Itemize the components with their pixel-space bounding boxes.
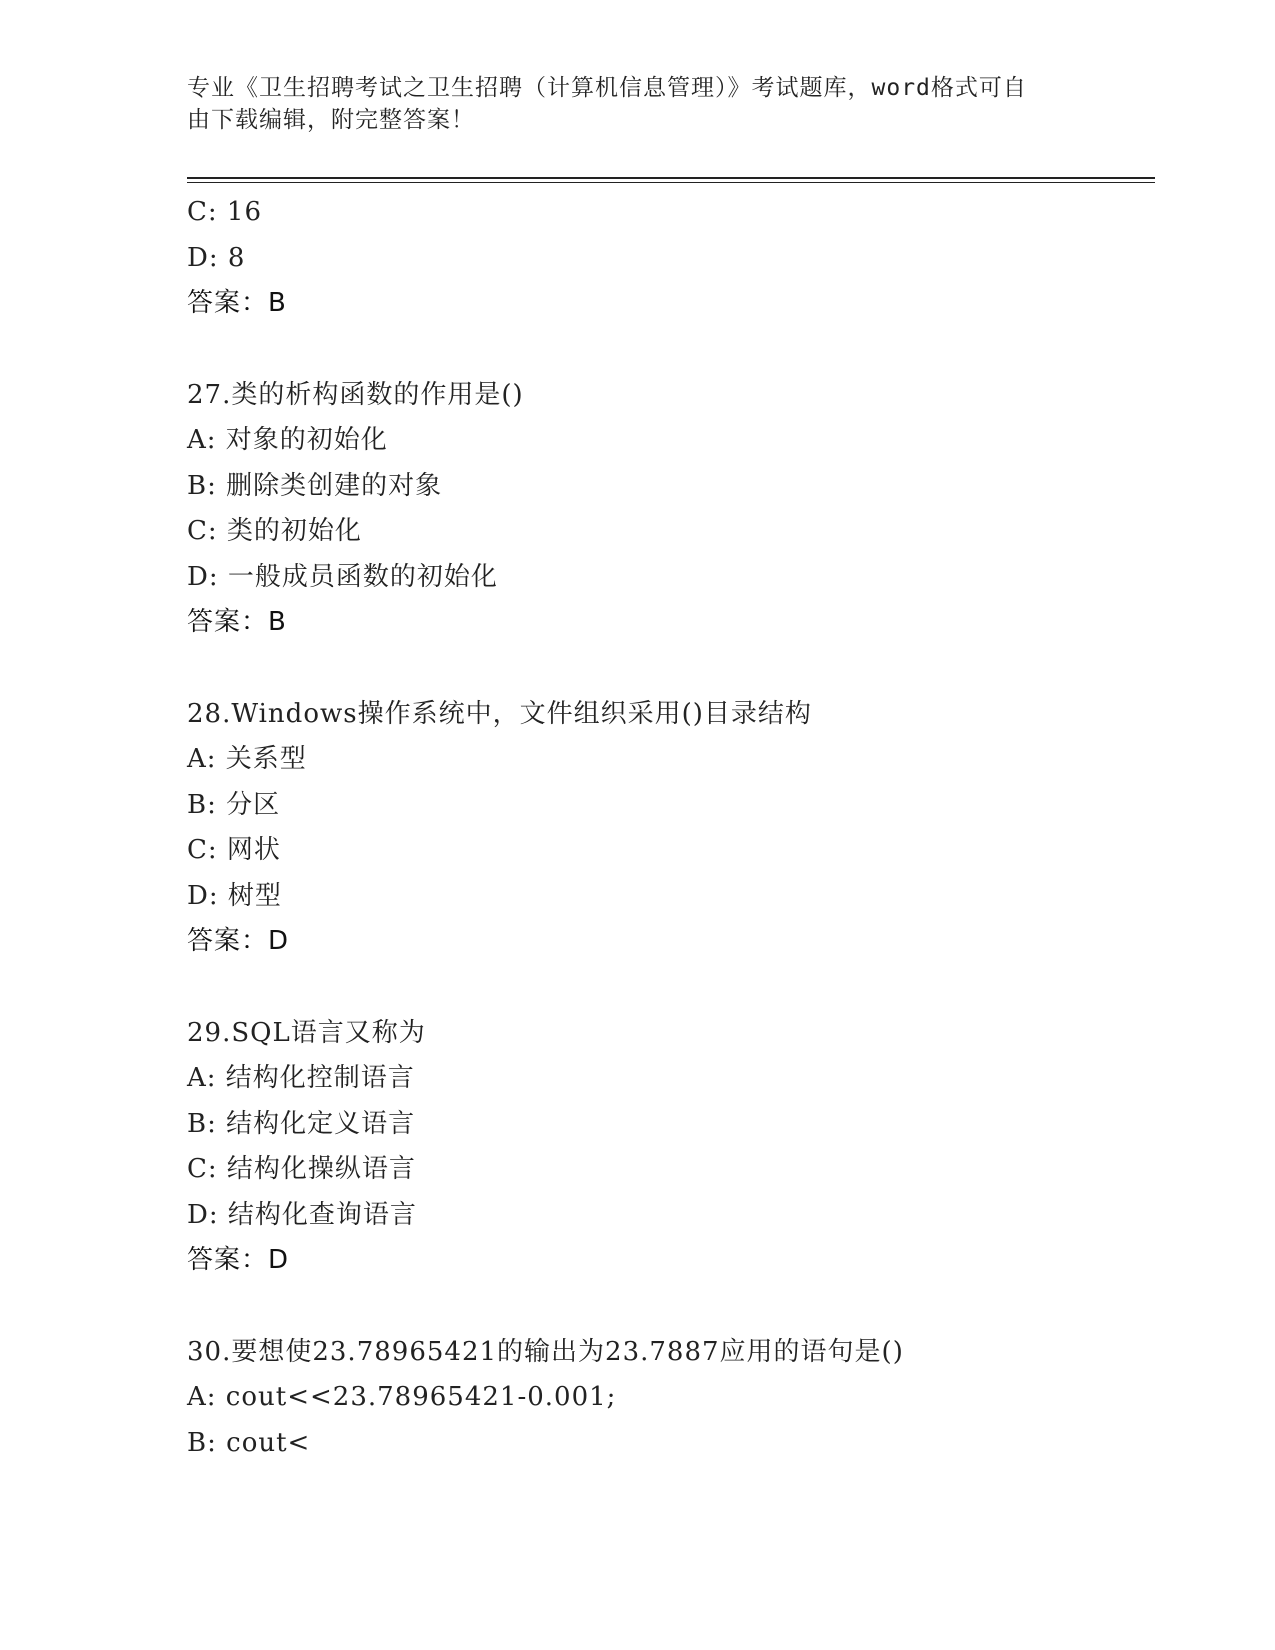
question-list [187,190,1155,1466]
question-28 [187,692,1155,965]
option-d: D: 结构化查询语言 [187,1199,417,1230]
question-stem: 30.要想使23.78965421的输出为23.7887应用的语句是() [187,1336,904,1367]
document-header [187,72,1067,136]
option-b: B: 结构化定义语言 [187,1108,416,1139]
option-d: D: 一般成员函数的初始化 [187,561,498,592]
option-b: B: 分区 [187,789,281,820]
header-line-1: 专业《卫生招聘考试之卫生招聘（计算机信息管理）》考试题库，word格式可自 [187,75,1027,101]
option-c: C: 类的初始化 [187,516,362,546]
option-c: C: 网状 [187,835,281,865]
answer-line: 答案：B [187,288,287,318]
option-c: C: 结构化操纵语言 [187,1154,416,1184]
question-stem: 29.SQL语言又称为 [187,1017,426,1048]
answer-line: 答案：D [187,1245,290,1275]
option-a: A: 关系型 [187,744,307,774]
option-c: C: 16 [187,197,263,227]
header-line-2: 由下载编辑，附完整答案！ [187,107,475,133]
option-d: D: 8 [187,242,246,273]
answer-line: 答案：B [187,607,287,637]
option-b: B: cout< [187,1427,311,1458]
option-b: B: 删除类创建的对象 [187,470,443,501]
question-stem: 28.Windows操作系统中，文件组织采用()目录结构 [187,698,812,729]
option-a: A: cout<<23.78965421-0.001; [187,1382,617,1412]
spacer [187,646,1155,692]
question-27 [187,373,1155,646]
answer-line: 答案：D [187,926,290,956]
spacer [187,327,1155,373]
option-d: D: 树型 [187,880,282,911]
option-a: A: 结构化控制语言 [187,1063,415,1093]
question-30 [187,1330,1155,1467]
header-divider [187,177,1155,183]
question-29 [187,1011,1155,1284]
spacer [187,965,1155,1011]
question-stem: 27.类的析构函数的作用是() [187,379,524,410]
spacer [187,1284,1155,1330]
partial-question [187,190,1155,327]
option-a: A: 对象的初始化 [187,425,388,455]
